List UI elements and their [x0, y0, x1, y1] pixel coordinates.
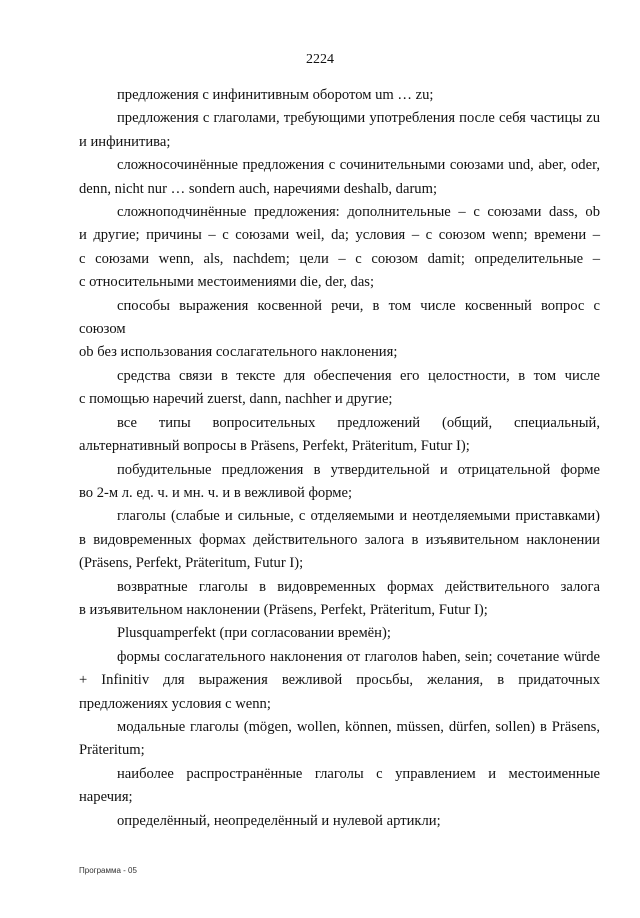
paragraph-line: в изъявительном наклонении (Präsens, Perfekt, Präteritum, Futur I);: [79, 601, 488, 618]
paragraph: [79, 295, 600, 365]
paragraph-line: альтернативный вопросы в Präsens, Perfekt, Präteritum, Futur I);: [79, 438, 470, 455]
paragraph-line: способы выражения косвенной речи, в том числе косвенный вопрос с союзом: [79, 297, 600, 338]
paragraph-line: предложениях условия с wenn;: [79, 695, 271, 712]
paragraph-line: Plusquamperfekt (при согласовании времён);: [117, 625, 391, 642]
paragraph-line: возвратные глаголы в видовременных формах действительного залога: [117, 578, 600, 595]
paragraph: [79, 412, 600, 459]
paragraph: [79, 107, 600, 154]
document-body: [79, 84, 600, 833]
paragraph-line: + Infinitiv для выражения вежливой просьбы, желания, в придаточных: [79, 672, 600, 689]
page-footer: Программа - 05: [79, 866, 137, 875]
paragraph-line: средства связи в тексте для обеспечения его целостности, в том числе: [117, 367, 600, 384]
paragraph: [79, 576, 600, 623]
paragraph: [79, 646, 600, 716]
paragraph-line: все типы вопросительных предложений (общий, специальный,: [117, 414, 600, 431]
paragraph-line: сложносочинённые предложения с сочинительными союзами und, aber, oder,: [117, 157, 600, 174]
paragraph: [79, 716, 600, 763]
paragraph: [79, 459, 600, 506]
paragraph-line: сложноподчинённые предложения: дополнительные – с союзами dass, ob: [117, 204, 600, 221]
paragraph-line: в видовременных формах действительного залога в изъявительном наклонении: [79, 531, 600, 548]
paragraph: [79, 763, 600, 810]
paragraph-line: Präteritum;: [79, 742, 145, 759]
paragraph-line: определённый, неопределённый и нулевой артикли;: [117, 812, 441, 829]
page-number: 2224: [306, 52, 334, 67]
paragraph-line: формы сослагательного наклонения от глаголов haben, sein; сочетание würde: [117, 648, 600, 665]
paragraph-line: предложения с инфинитивным оборотом um … zu;: [117, 87, 434, 103]
paragraph-line: побудительные предложения в утвердительной и отрицательной форме: [117, 461, 600, 478]
paragraph-line: во 2-м л. ед. ч. и мн. ч. и в вежливой форме;: [79, 484, 353, 501]
paragraph-line: предложения с глаголами, требующими употребления после себя частицы zu: [117, 110, 600, 127]
paragraph-line: и инфинитива;: [79, 133, 171, 150]
paragraph: [79, 84, 600, 107]
paragraph-line: глаголы (слабые и сильные, с отделяемыми и неотделяемыми приставками): [117, 508, 600, 525]
paragraph-line: (Präsens, Perfekt, Präteritum, Futur I);: [79, 555, 304, 572]
paragraph: [79, 505, 600, 575]
paragraph: [79, 154, 600, 201]
paragraph-line: denn, nicht nur … sondern auch, наречиями deshalb, darum;: [79, 180, 438, 197]
paragraph-line: и другие; причины – с союзами weil, da; условия – с союзом wenn; времени –: [79, 227, 600, 244]
paragraph-line: ob без использования сослагательного наклонения;: [79, 344, 398, 361]
paragraph-line: модальные глаголы (mögen, wollen, können, müssen, dürfen, sollen) в Präsens,: [117, 718, 600, 735]
paragraph: [79, 810, 600, 833]
paragraph: [79, 365, 600, 412]
paragraph-line: с помощью наречий zuerst, dann, nachher и другие;: [79, 391, 393, 408]
paragraph-line: с союзами wenn, als, nachdem; цели – с союзом damit; определительные –: [79, 250, 600, 267]
paragraph: [79, 622, 600, 645]
paragraph-line: наиболее распространённые глаголы с управлением и местоименные наречия;: [79, 765, 600, 806]
paragraph-line: с относительными местоимениями die, der, das;: [79, 274, 375, 291]
paragraph: [79, 201, 600, 295]
